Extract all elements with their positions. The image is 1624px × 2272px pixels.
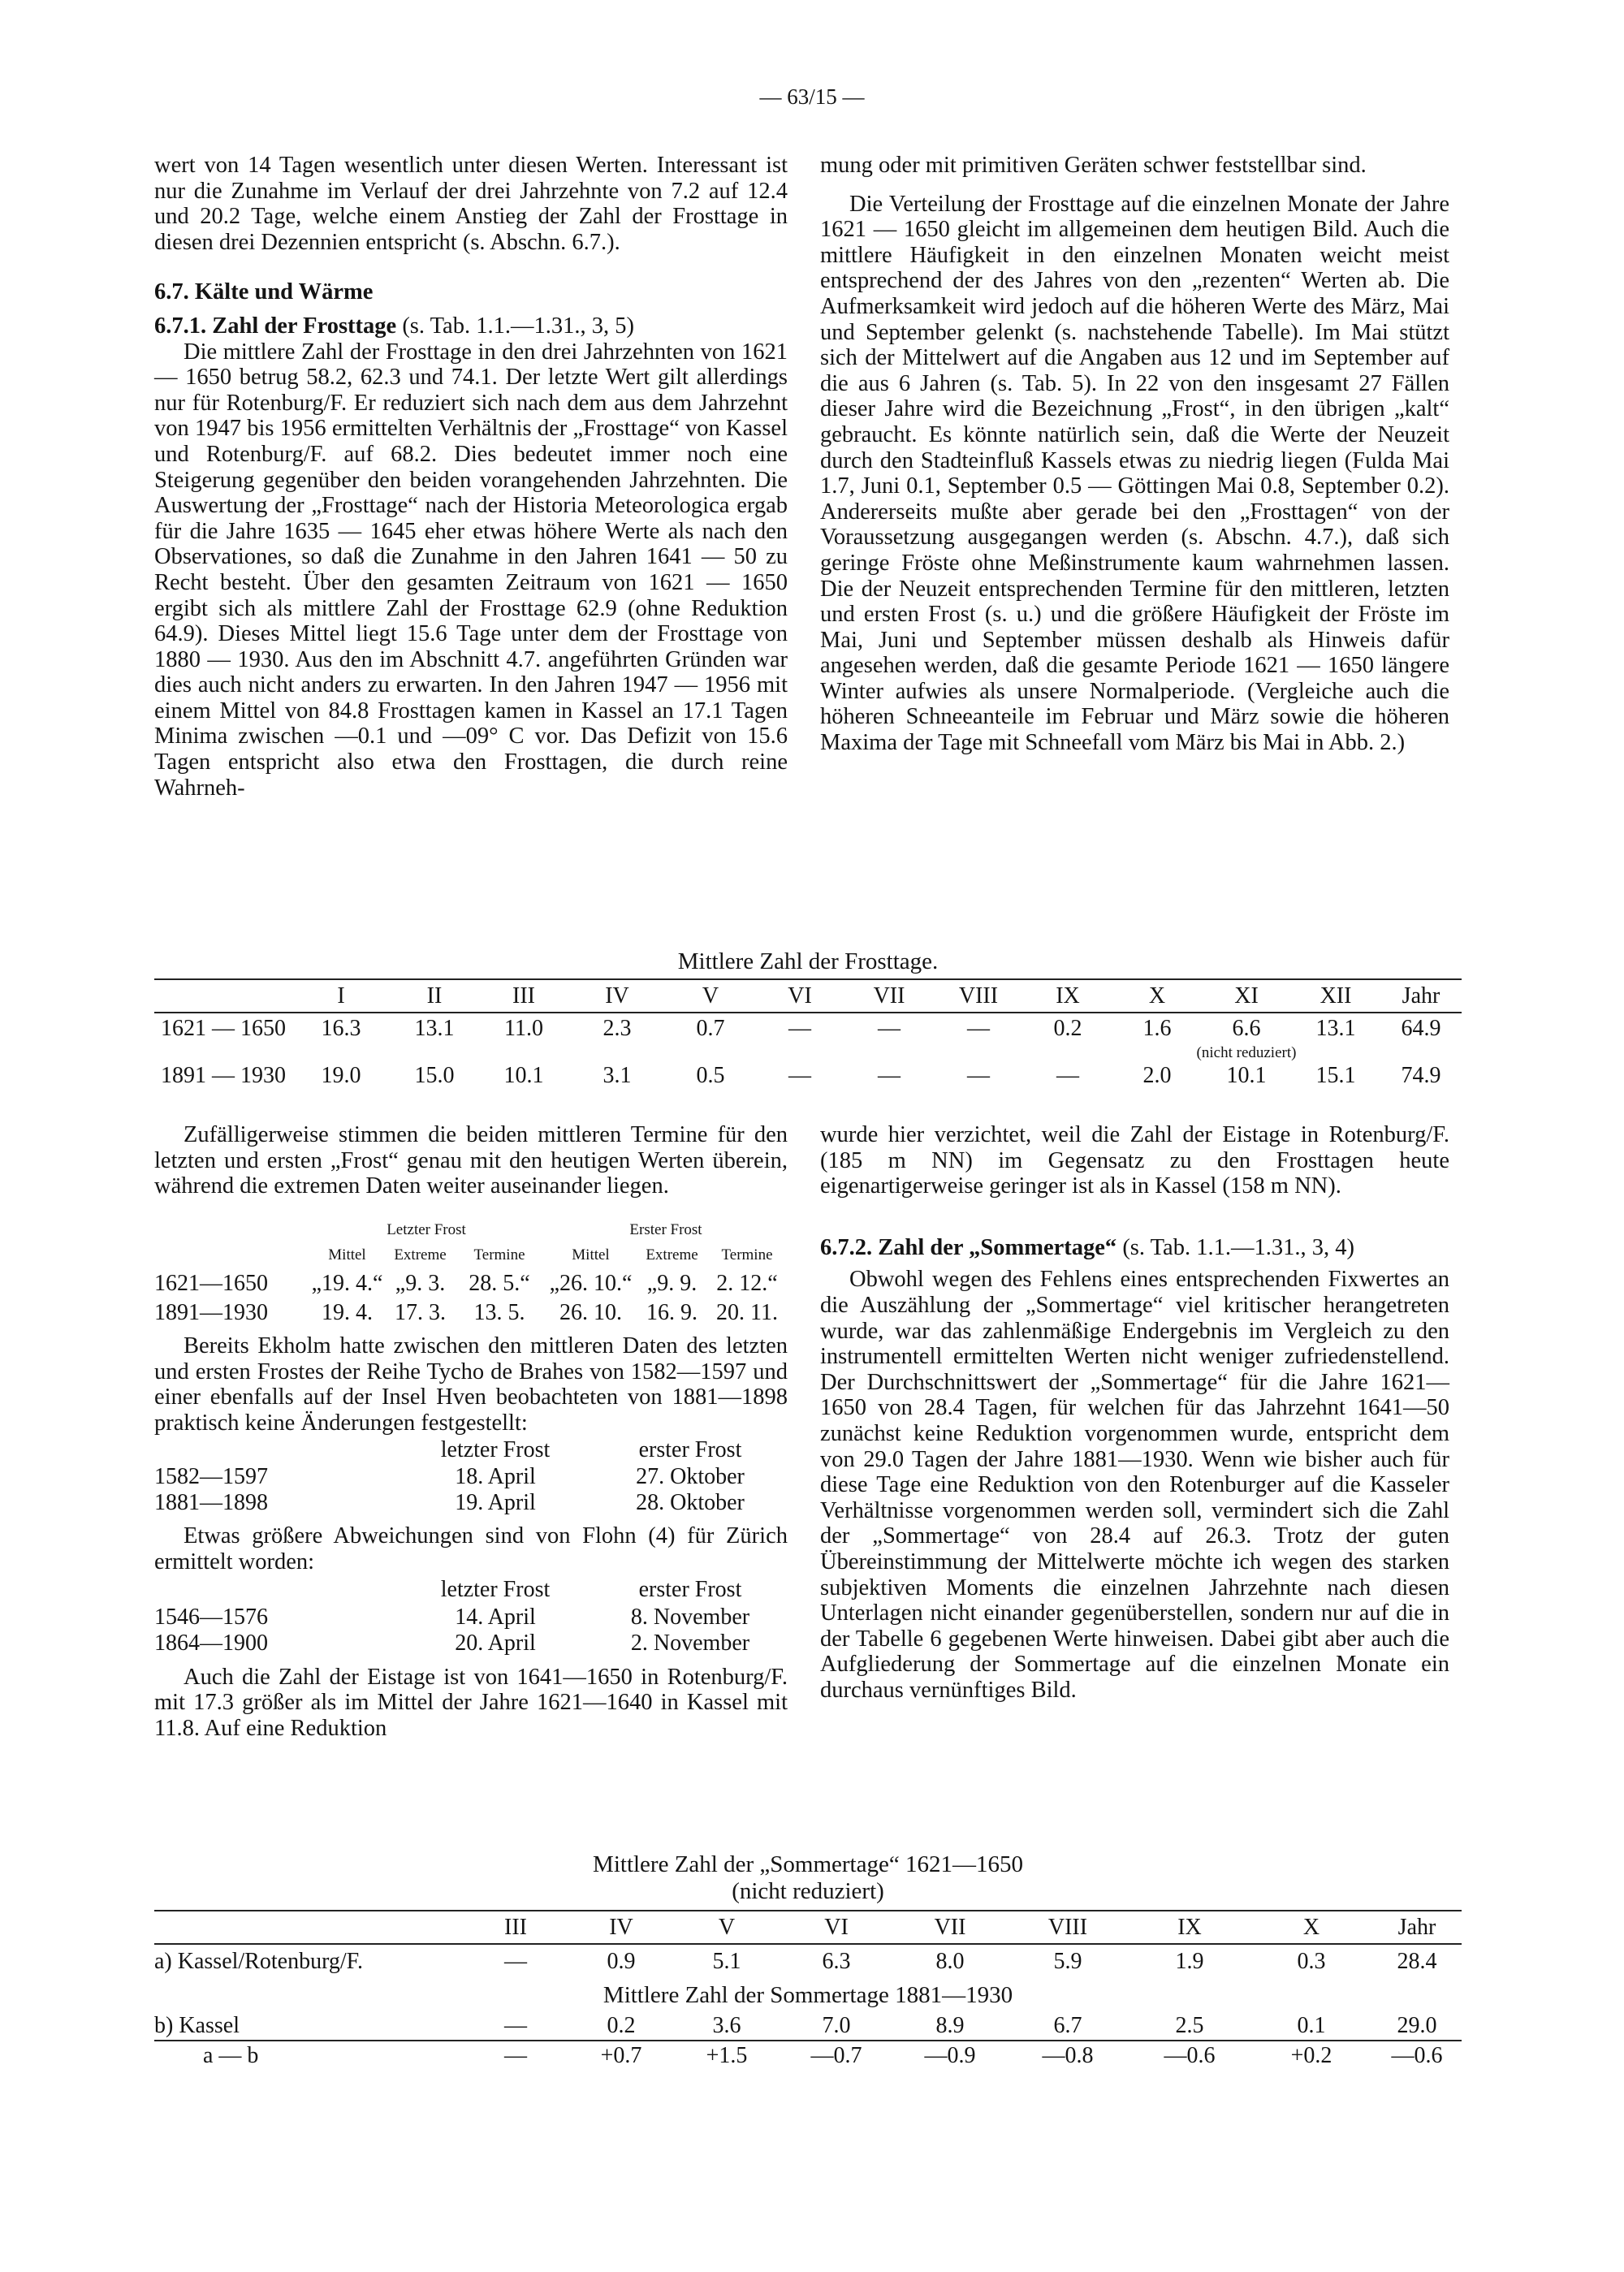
cell: 28. Oktober: [636, 1489, 745, 1515]
table-row: [154, 1268, 788, 1299]
cell: 6.6: [1232, 1016, 1261, 1041]
cell: 16. 9.: [646, 1300, 698, 1326]
header-cell: III: [504, 1914, 527, 1940]
subsection-ref: (s. Tab. 1.1.—1.31., 3, 5): [396, 313, 634, 339]
table-row: [154, 1945, 1462, 1979]
cell: —: [504, 2012, 527, 2038]
cell: 6.3: [822, 1949, 851, 1974]
cell: 17. 3.: [395, 1300, 446, 1326]
cell: 1864—1900: [154, 1630, 268, 1656]
paragraph: wert von 14 Tagen wesentlich unter diesen Werten. Interessant ist nur die Zunahme im Verlauf der drei Jahrzehnte von 7.2 auf 12.4 und 20.2 Tage, welche einem Anstieg der Zahl der Frosttage in diesen drei Dezennien entspricht (s. Abschn. 6.7.).: [154, 153, 788, 255]
cell: 0.2: [1053, 1016, 1082, 1041]
header-cell: II: [426, 983, 443, 1009]
header-cell: XII: [1320, 983, 1352, 1009]
cell: 0.5: [696, 1063, 725, 1088]
cell: —: [1056, 1063, 1079, 1088]
right-column-bottom: [820, 1122, 1449, 1703]
cell: 10.1: [1226, 1063, 1267, 1088]
cell: 1881—1898: [154, 1489, 268, 1515]
paragraph: Zufälligerweise stimmen die beiden mittleren Termine für den letzten und ersten „Frost“ genau mit den heutigen Werten überein, während die extremen Daten weiter auseinander liegen.: [154, 1122, 788, 1199]
header-cell: [154, 1911, 463, 1944]
cell: 3.1: [603, 1063, 632, 1088]
cell: 2.5: [1175, 2012, 1204, 2038]
paragraph: Die Verteilung der Frosttage auf die einzelnen Monate der Jahre 1621 — 1650 gleicht im allgemeinen dem heutigen Bild. Auch die mittlere Häufigkeit in den einzelnen Monaten weicht meist entsprechend der des Jahres von den „rezenten“ Werten ab. Die Aufmerksamkeit wird jedoch auf die höheren Werte des März, Mai und September gelenkt (s. nachstehende Tabelle). Im Mai stützt sich der Mittelwert auf die Angaben aus 12 und im September auf die aus 6 Jahren (s. Tab. 5). In 22 von den insgesamt 27 Fällen dieser Jahre wird die Bezeichnung „Frost“, in den übrigen „kalt“ gebraucht. Es könnte natürlich sein, daß die Werte der Neuzeit durch den Stadteinfluß Kassels etwas zu niedrig liegen (Fulda Mai 1.7, Juni 0.1, September 0.5 — Göttingen Mai 0.8, September 0.2). Andererseits mußte aber gerade bei den „Frosttagen“ von der Voraussetzung ausgegangen werden (s. Abschn. 4.7.), daß sich geringe Fröste ohne Meßinstrumente kaum wahrnehmen lassen. Die der Neuzeit entsprechenden Termine für den mittleren, letzten und ersten Frost (s. u.) und die größere Häufigkeit der Fröste im Mai, Juni und September müssen deshalb als Hinweis dafür angesehen werden, daß die gesamte Periode 1621 — 1650 längere Winter aufwies als unsere Normalperiode. (Vergleiche auch die höheren Schneeanteile im Februar und März sowie die höheren Maxima der Tage mit Schneefall vom März bis Mai in Abb. 2.): [820, 191, 1449, 756]
cell: 18. April: [455, 1463, 536, 1489]
cell: —: [788, 1016, 811, 1041]
table-header-row: [154, 980, 1462, 1013]
cell: —0.9: [924, 2043, 976, 2068]
cell: 7.0: [822, 2012, 851, 2038]
right-column-top: [820, 153, 1449, 756]
cell: —: [504, 1949, 527, 1974]
cell: 1891—1930: [154, 1300, 268, 1326]
cell: —0.6: [1391, 2043, 1443, 2068]
table-header-row: [154, 1911, 1462, 1944]
cell: a — b: [203, 2043, 259, 2068]
cell: —: [967, 1063, 990, 1088]
cell: 13.1: [414, 1016, 455, 1041]
cell: 5.1: [712, 1949, 741, 1974]
cell: 20. 11.: [716, 1300, 778, 1326]
header-cell: erster Frost: [638, 1576, 742, 1602]
header-cell: IX: [1056, 983, 1080, 1009]
header-cell: X: [1302, 1914, 1320, 1940]
cell: 19.0: [321, 1063, 361, 1088]
cell: 16.3: [321, 1016, 361, 1041]
cell: 1891 — 1930: [161, 1063, 286, 1088]
cell: 2.3: [603, 1016, 632, 1041]
table-row: [154, 1013, 1462, 1044]
section-heading: 6.7. Kälte und Wärme: [154, 279, 374, 305]
cell: 15.0: [414, 1063, 455, 1088]
table-row: [154, 1605, 788, 1631]
cell: 14. April: [455, 1604, 536, 1630]
cell: +0.2: [1290, 2043, 1332, 2068]
cell: 0.3: [1297, 1949, 1326, 1974]
cell: 15.1: [1315, 1063, 1356, 1088]
cell: 5.9: [1053, 1949, 1082, 1974]
table-mid-caption: Mittlere Zahl der Sommertage 1881—1930: [603, 1981, 1013, 2008]
cell: 10.1: [503, 1063, 544, 1088]
cell: 8.0: [935, 1949, 965, 1974]
sub-header: Termine: [721, 1246, 773, 1264]
cell: 2. November: [630, 1630, 750, 1656]
table-row: [154, 1631, 788, 1656]
cell: 1.6: [1142, 1016, 1172, 1041]
subsection-title: 6.7.1. Zahl der Frosttage: [154, 313, 397, 339]
paragraph: Auch die Zahl der Eistage ist von 1641—1650 in Rotenburg/F. mit 17.3 größer als im Mittel der Jahre 1621—1640 in Kassel mit 11.8. Auf eine Reduktion: [154, 1664, 788, 1741]
cell: 0.2: [607, 2012, 636, 2038]
paragraph: Obwohl wegen des Fehlens eines entsprechenden Fixwertes an die Auszählung der „Sommertage“ viel kritischer herangetreten wurde, war das zahlenmäßige Endergebnis im Vergleich zu den instrumentell ermittelten Werten nicht weniger zufriedenstellend. Der Durchschnittswert der „Sommertage“ für die Jahre 1621—1650 von 28.4 Tagen, für welchen für das Jahrzehnt 1641—50 zunächst keine Reduktion vorgenommen wurde, entspricht dem von 29.0 Tagen der Jahre 1881—1930. Wenn wie bisher auch für diese Tage eine Reduktion von den Rotenburger auf die Kasseler Verhältnisse vorgenommen werden soll, vermindert sich die Zahl der „Sommertage“ von 28.4 auf 26.3. Trotz der guten Übereinstimmung der Mittelwerte möchte ich wegen des starken subjektiven Moments die einzelnen Jahrzehnte nach diesen Unterlagen nicht einander gegenüberstellen, sondern nur auf die in der Tabelle 6 gegebenen Werte hinweisen. Dabei gibt aber auch die Aufgliederung der Sommertage auf die einzelnen Monate ein durchaus vernünftiges Bild.: [820, 1267, 1449, 1703]
table-caption: Mittlere Zahl der Frosttage.: [677, 948, 939, 974]
cell: 20. April: [455, 1630, 536, 1656]
cell: 28. 5.“: [469, 1271, 530, 1297]
frost-dates-table: [154, 1217, 788, 1327]
header-cell: [154, 980, 292, 1013]
group-label-last: Letzter Frost: [387, 1220, 466, 1238]
group-label-first: Erster Frost: [629, 1220, 702, 1238]
frost-days-table: [154, 948, 1462, 1090]
cell: 1621 — 1650: [161, 1016, 286, 1041]
cell: 3.6: [712, 2012, 741, 2038]
header-cell: Jahr: [1397, 1914, 1436, 1940]
cell: +1.5: [706, 2043, 748, 2068]
cell: +0.7: [600, 2043, 642, 2068]
cell: —: [504, 2043, 527, 2068]
paragraph: Bereits Ekholm hatte zwischen den mittleren Daten des letzten und ersten Frostes der Reihe Tycho de Brahes von 1582—1597 und einer ebenfalls auf der Insel Hven beobachteten von 1881—1898 praktisch keine Änderungen festgestellt:: [154, 1333, 788, 1436]
header-cell: VI: [824, 1914, 849, 1940]
cell: 28.4: [1397, 1949, 1437, 1974]
left-column-top: [154, 153, 788, 801]
left-column-bottom: [154, 1122, 788, 1741]
table-caption: Mittlere Zahl der „Sommertage“ 1621—1650: [593, 1851, 1023, 1877]
cell: —: [788, 1063, 811, 1088]
cell: —0.7: [810, 2043, 862, 2068]
cell: 29.0: [1397, 2012, 1437, 2038]
cell: 64.9: [1401, 1016, 1441, 1041]
table-row: [154, 1489, 788, 1515]
cell: 26. 10.: [559, 1300, 622, 1326]
table-note: (nicht reduziert): [1196, 1044, 1297, 1061]
header-cell: XI: [1234, 983, 1259, 1009]
header-cell: letzter Frost: [440, 1436, 551, 1462]
table-caption-sub: (nicht reduziert): [732, 1878, 884, 1904]
cell: —0.6: [1164, 2043, 1216, 2068]
ekholm-table: [154, 1436, 788, 1515]
subsection-title: 6.7.2. Zahl der „Sommertage“: [820, 1234, 1117, 1260]
header-cell: VIII: [958, 983, 999, 1009]
cell: 0.9: [607, 1949, 636, 1974]
cell: 2. 12.“: [716, 1271, 778, 1297]
cell: 19. April: [455, 1489, 536, 1515]
cell: 13.1: [1315, 1016, 1356, 1041]
cell: —: [878, 1016, 901, 1041]
sub-header: Extreme: [394, 1246, 447, 1264]
header-cell: VI: [788, 983, 812, 1009]
subsection-heading: [820, 1235, 1449, 1261]
cell: 8. November: [630, 1604, 750, 1630]
header-cell: III: [512, 983, 535, 1009]
table-row: [154, 1463, 788, 1489]
header-cell: IV: [605, 983, 629, 1009]
cell: a) Kassel/Rotenburg/F.: [154, 1949, 363, 1974]
table-row: [154, 1299, 788, 1327]
cell: 1582—1597: [154, 1463, 268, 1489]
cell: —0.8: [1042, 2043, 1094, 2068]
table-row: [154, 2011, 1462, 2041]
paragraph: wurde hier verzichtet, weil die Zahl der Eistage in Rotenburg/F. (185 m NN) im Gegensatz zu den Frosttagen heute eigenartigerweise geringer ist als in Kassel (158 m NN).: [820, 1122, 1449, 1199]
cell: b) Kassel: [154, 2012, 240, 2038]
summer-days-table: [154, 1851, 1462, 2071]
cell: „9. 9.: [646, 1271, 698, 1297]
header-cell: letzter Frost: [440, 1576, 551, 1602]
cell: „9. 3.: [395, 1271, 446, 1297]
sub-header: Termine: [473, 1246, 525, 1264]
table-row: [154, 1062, 1462, 1090]
sub-header: Extreme: [646, 1246, 698, 1264]
cell: 2.0: [1142, 1063, 1172, 1088]
page-number: — 63/15 —: [759, 84, 865, 109]
header-cell: VIII: [1047, 1914, 1088, 1940]
cell: 6.7: [1053, 2012, 1082, 2038]
sub-header: Mittel: [572, 1246, 610, 1264]
table-row: [154, 2041, 1462, 2071]
paragraph: mung oder mit primitiven Geräten schwer feststellbar sind.: [820, 153, 1367, 178]
header-cell: V: [718, 1914, 736, 1940]
cell: „19. 4.“: [311, 1271, 383, 1297]
header-cell: Jahr: [1402, 983, 1440, 1009]
cell: —: [878, 1063, 901, 1088]
cell: 0.1: [1297, 2012, 1326, 2038]
subsection-ref: (s. Tab. 1.1.—1.31., 3, 4): [1116, 1234, 1354, 1260]
header-cell: V: [702, 983, 719, 1009]
header-cell: X: [1148, 983, 1166, 1009]
subsection-heading: [154, 313, 788, 339]
cell: 11.0: [504, 1016, 543, 1041]
cell: 1.9: [1175, 1949, 1204, 1974]
cell: 8.9: [935, 2012, 965, 2038]
header-cell: IX: [1177, 1914, 1202, 1940]
cell: 13. 5.: [473, 1300, 525, 1326]
cell: 27. Oktober: [636, 1463, 745, 1489]
cell: 0.7: [696, 1016, 725, 1041]
header-cell: VII: [934, 1914, 966, 1940]
cell: 74.9: [1401, 1063, 1441, 1088]
flohn-table: [154, 1575, 788, 1656]
paragraph: Die mittlere Zahl der Frosttage in den drei Jahrzehnten von 1621 — 1650 betrug 58.2, 62.3 und 74.1. Der letzte Wert gilt allerdings nur für Rotenburg/F. Er reduziert sich nach dem aus dem Jahrzehnt von 1947 bis 1956 ermittelten Verhältnis der „Frosttage“ von Kassel und Rotenburg/F. auf 68.2. Dies bedeutet immer noch eine Steigerung gegenüber den beiden vorangehenden Jahrzehnten. Die Auswertung der „Frosttage“ nach der Historia Meteorologica ergab für die Jahre 1635 — 1645 eher etwas höhere Werte als nach den Observationes, so daß die Zunahme in den Jahren 1641 — 50 zu Recht besteht. Über den gesamten Zeitraum von 1621 — 1650 ergibt sich als mittlere Zahl der Frosttage 62.9 (ohne Reduktion 64.9). Dieses Mittel liegt 15.6 Tage unter dem der Frosttage von 1880 — 1930. Aus den im Abschnitt 4.7. angeführten Gründen war dies auch nicht anders zu erwarten. In den Jahren 1947 — 1956 mit einem Mittel von 84.8 Frosttagen kamen in Kassel an 17.1 Tagen Minima zwischen —0.1 und —09° C vor. Das Defizit von 15.6 Tagen entspricht also etwa den Frosttagen, die durch reine Wahrneh-: [154, 339, 788, 801]
header-cell: erster Frost: [638, 1436, 742, 1462]
header-cell: IV: [609, 1914, 633, 1940]
header-cell: I: [337, 983, 345, 1009]
cell: 19. 4.: [322, 1300, 373, 1326]
cell: 1546—1576: [154, 1604, 268, 1630]
header-cell: VII: [873, 983, 905, 1009]
cell: „26. 10.“: [549, 1271, 633, 1297]
cell: —: [967, 1016, 990, 1041]
sub-header: Mittel: [328, 1246, 366, 1264]
paragraph: Etwas größere Abweichungen sind von Flohn (4) für Zürich ermittelt worden:: [154, 1523, 788, 1574]
cell: 1621—1650: [154, 1271, 268, 1297]
